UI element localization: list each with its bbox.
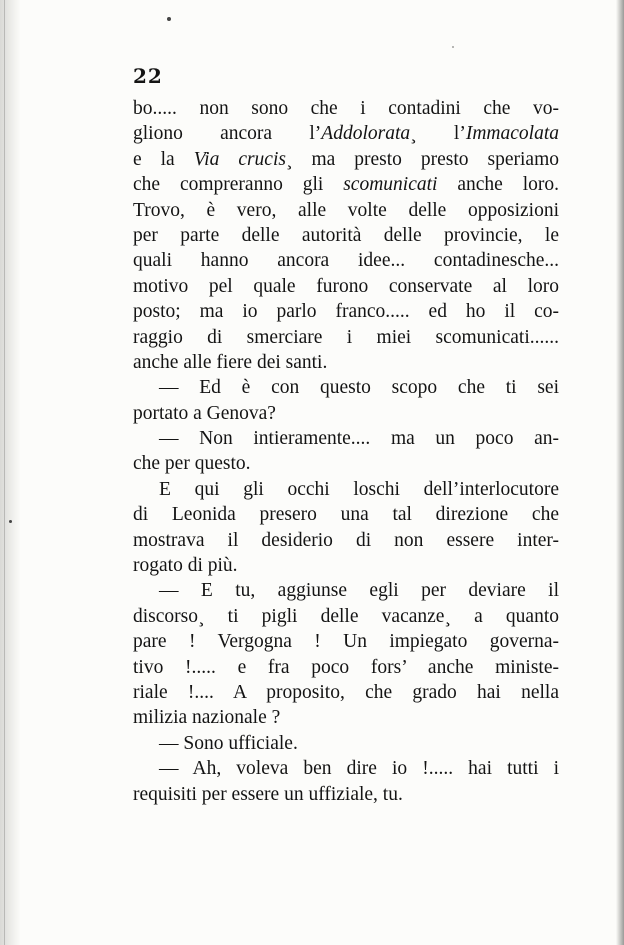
italic-text: Addolorata xyxy=(321,123,411,145)
text-segment: e la xyxy=(133,148,194,170)
text-segment: portato a Genova? xyxy=(133,402,276,424)
text-line xyxy=(133,375,559,400)
text-segment: ¸ l’ xyxy=(410,123,466,145)
text-segment: tivo !..... e fra poco fors’ anche ministe- xyxy=(133,656,559,678)
text-line xyxy=(133,502,559,527)
text-line xyxy=(133,274,559,299)
body-text xyxy=(133,96,559,807)
text-segment: anche alle fiere dei santi. xyxy=(133,351,328,373)
ink-speck xyxy=(167,17,171,21)
text-line xyxy=(133,96,559,121)
text-line xyxy=(133,705,559,730)
text-segment: — Sono ufficiale. xyxy=(159,732,298,754)
text-line xyxy=(133,604,559,629)
text-segment: raggio di smerciare i miei scomunicati...... xyxy=(133,326,559,348)
text-segment: che per questo. xyxy=(133,453,251,475)
text-segment: per parte delle autorità delle provincie, le xyxy=(133,224,559,246)
ink-speck xyxy=(452,46,454,48)
text-segment: ¸ ma presto presto speriamo xyxy=(285,148,560,170)
text-line xyxy=(133,350,559,375)
text-line xyxy=(133,426,559,451)
text-line xyxy=(133,147,559,172)
text-segment: motivo pel quale furono conservate al loro xyxy=(133,275,559,297)
text-segment: che compreranno gli xyxy=(133,174,344,196)
text-segment: — Ah, voleva ben dire io !..... hai tutti i xyxy=(159,758,559,780)
text-line xyxy=(133,401,559,426)
text-line xyxy=(133,451,559,476)
text-segment: Trovo, è vero, alle volte delle opposizioni xyxy=(133,199,559,221)
text-line xyxy=(133,477,559,502)
text-line xyxy=(133,121,559,146)
text-line xyxy=(133,782,559,807)
text-line xyxy=(133,655,559,680)
text-segment: E qui gli occhi loschi dell’interlocutore xyxy=(159,478,559,500)
text-segment: posto; ma io parlo franco..... ed ho il co- xyxy=(133,301,559,323)
text-segment: requisiti per essere un uffiziale, tu. xyxy=(133,783,403,805)
italic-text: Immacolata xyxy=(465,123,559,145)
italic-text: scomunicati xyxy=(343,174,438,196)
text-segment: discorso¸ ti pigli delle vacanze¸ a quanto xyxy=(133,605,559,627)
text-line xyxy=(133,680,559,705)
text-line xyxy=(133,553,559,578)
text-line xyxy=(133,325,559,350)
ink-speck xyxy=(9,520,12,523)
text-segment: gliono ancora l’ xyxy=(133,123,322,145)
text-segment: riale !.... A proposito, che grado hai nella xyxy=(133,681,559,703)
page-edge-shadow xyxy=(616,0,624,945)
text-segment: rogato di più. xyxy=(133,555,238,577)
page-number: 22 xyxy=(133,64,163,88)
text-segment: — Non intieramente.... ma un poco an- xyxy=(159,428,559,450)
text-segment: milizia nazionale ? xyxy=(133,707,281,729)
page-gutter-shadow xyxy=(0,0,20,945)
text-line xyxy=(133,629,559,654)
text-line xyxy=(133,223,559,248)
text-line xyxy=(133,731,559,756)
text-line xyxy=(133,578,559,603)
text-segment: mostrava il desiderio di non essere inter- xyxy=(133,529,559,551)
text-line xyxy=(133,248,559,273)
text-segment: bo..... non sono che i contadini che vo- xyxy=(133,98,559,119)
text-segment: quali hanno ancora idee... contadinesche... xyxy=(133,250,559,272)
text-segment: — Ed è con questo scopo che ti sei xyxy=(159,377,559,399)
text-segment: pare ! Vergogna ! Un impiegato governa- xyxy=(133,631,559,653)
text-line xyxy=(133,172,559,197)
text-segment: — E tu, aggiunse egli per deviare il xyxy=(159,580,559,602)
text-line xyxy=(133,756,559,781)
text-segment: anche loro. xyxy=(437,174,559,196)
text-line xyxy=(133,198,559,223)
text-segment: di Leonida presero una tal direzione che xyxy=(133,504,559,526)
text-line xyxy=(133,299,559,324)
italic-text: Via crucis xyxy=(193,148,286,170)
text-line xyxy=(133,528,559,553)
